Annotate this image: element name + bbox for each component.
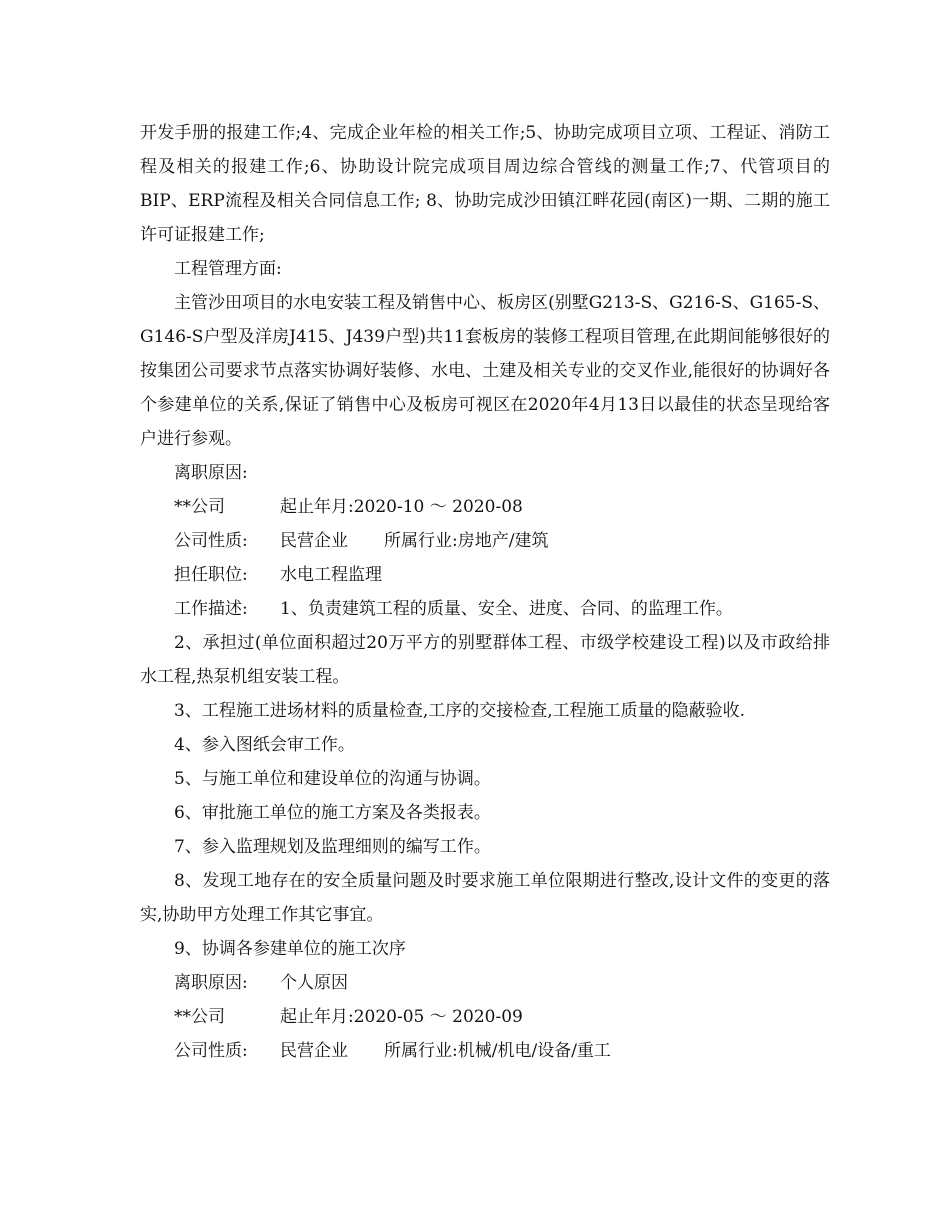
job2-company-row	[140, 1000, 830, 1034]
job1-leave-row	[140, 966, 830, 1000]
paragraph-engineering-management: 主管沙田项目的水电安装工程及销售中心、板房区(别墅G213-S、G216-S、G165-S、G146-S户型及洋房J415、J439户型)共11套板房的装修工程项目管理,在此期间能够很好的按集团公司要求节点落实协调好装修、水电、土建及相关专业的交叉作业,能很好的协调好各个参建单位的关系,保证了销售中心及板房可视区在2020年4月13日以最佳的状态呈现给客户进行参观。	[140, 293, 830, 449]
job2-company-name: **公司	[174, 1007, 225, 1027]
job2-industry-value: 机械/机电/设备/重工	[457, 1041, 611, 1061]
job1-position-value: 水电工程监理	[280, 565, 382, 585]
job1-duty-item: 6、审批施工单位的施工方案及各类报表。	[174, 803, 491, 823]
job2-nature-label: 公司性质:	[174, 1041, 248, 1061]
job2-industry-label: 所属行业:	[384, 1041, 458, 1061]
job1-description-row	[140, 592, 830, 626]
job1-company-row	[140, 490, 830, 524]
job1-industry-label: 所属行业:	[384, 531, 458, 551]
job1-industry-value: 房地产/建筑	[457, 531, 549, 551]
job2-nature-row	[140, 1034, 830, 1068]
job1-duty-item: 5、与施工单位和建设单位的沟通与协调。	[174, 769, 491, 789]
job1-leave-value: 个人原因	[280, 973, 348, 993]
paragraph-registration-work: 开发手册的报建工作;4、完成企业年检的相关工作;5、协助完成项目立项、工程证、消防工程及相关的报建工作;6、协助设计院完成项目周边综合管线的测量工作;7、代管项目的BIP、ERP流程及相关合同信息工作; 8、协助完成沙田镇江畔花园(南区)一期、二期的施工许可证报建工作;	[140, 123, 830, 245]
job1-duty-item: 4、参入图纸会审工作。	[174, 735, 355, 755]
job1-position-label: 担任职位:	[174, 565, 248, 585]
job1-period-label: 起止年月:	[280, 497, 354, 517]
section-heading-engineering-management: 工程管理方面:	[174, 259, 282, 279]
job2-period-label: 起止年月:	[280, 1007, 354, 1027]
job2-period-value: 2020-05 ～ 2020-09	[353, 1007, 523, 1027]
job1-nature-value: 民营企业	[280, 531, 348, 551]
job1-description-first: 1、负责建筑工程的质量、安全、进度、合同、的监理工作。	[280, 599, 733, 619]
job1-duty-item: 2、承担过(单位面积超过20万平方的别墅群体工程、市级学校建设工程)以及市政给排水工程,热泵机组安装工程。	[140, 633, 830, 687]
job1-nature-label: 公司性质:	[174, 531, 248, 551]
job1-duty-item: 7、参入监理规划及监理细则的编写工作。	[174, 837, 491, 857]
job1-position-row	[140, 558, 830, 592]
document-body	[140, 116, 830, 1068]
leave-reason-label: 离职原因:	[174, 463, 248, 483]
job1-company-name: **公司	[174, 497, 225, 517]
job1-duty-item: 3、工程施工进场材料的质量检查,工序的交接检查,工程施工质量的隐蔽验收.	[174, 701, 746, 721]
job2-nature-value: 民营企业	[280, 1041, 348, 1061]
job1-duty-item: 9、协调各参建单位的施工次序	[174, 939, 406, 959]
job1-period-value: 2020-10 ～ 2020-08	[353, 497, 523, 517]
job1-duty-item: 8、发现工地存在的安全质量问题及时要求施工单位限期进行整改,设计文件的变更的落实,协助甲方处理工作其它事宜。	[140, 871, 830, 925]
job1-nature-row	[140, 524, 830, 558]
job1-leave-label: 离职原因:	[174, 973, 248, 993]
job1-description-label: 工作描述:	[174, 599, 248, 619]
